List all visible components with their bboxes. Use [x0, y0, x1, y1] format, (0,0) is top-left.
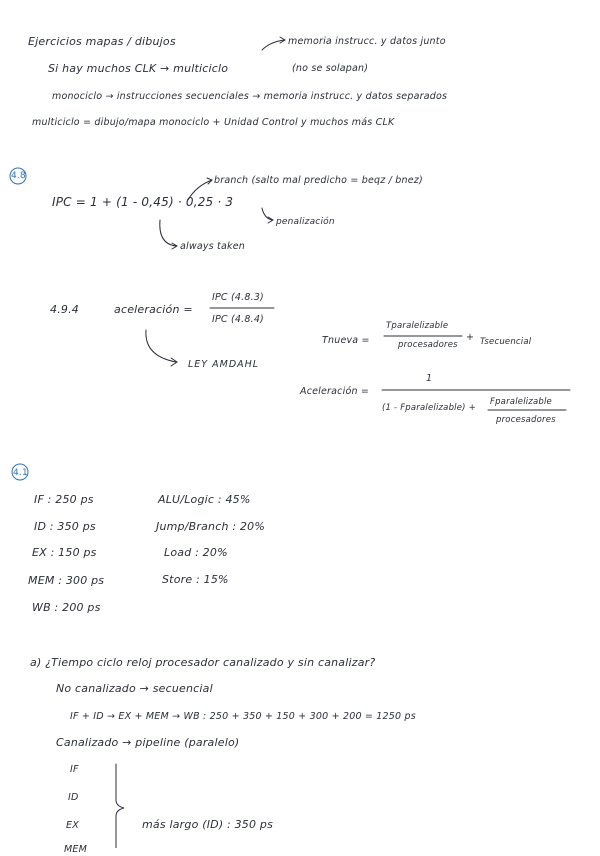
always-taken-label: always taken — [180, 241, 245, 252]
arrow-memory-note — [262, 40, 284, 50]
fparalelizable: Fparalelizable — [490, 397, 552, 407]
procesadores-2: procesadores — [496, 415, 556, 425]
ipc-numerator: IPC (4.8.3) — [212, 292, 264, 303]
pipeline-brace — [116, 764, 124, 848]
stage-id: ID : 350 ps — [34, 520, 96, 533]
ipc-formula: IPC = 1 + (1 - 0,45) · 0,25 · 3 — [52, 195, 234, 209]
intro-note-memory: memoria instrucc. y datos junto — [288, 36, 446, 47]
ipc-denominator: IPC (4.8.4) — [212, 314, 264, 325]
arrow-always-taken — [160, 220, 176, 246]
exercise-number-4-1: 4.1 — [13, 468, 28, 478]
one-minus-fpar: (1 - Fparalelizable) + — [382, 403, 476, 413]
intro-multiciclo-def: multiciclo = dibujo/mapa monociclo + Unidad Control y muchos más CLK — [32, 117, 395, 128]
stage-ex: EX : 150 ps — [32, 546, 97, 559]
numerator-one: 1 — [426, 373, 433, 384]
penalizacion-label: penalización — [276, 217, 335, 227]
aceleracion-label: aceleración = — [114, 303, 193, 316]
mix-alu: ALU/Logic : 45% — [158, 493, 251, 506]
exercise-number-4-8: 4.8 — [11, 171, 26, 181]
tnueva-label: Tnueva = — [322, 335, 370, 346]
exercise-label-4-9-4: 4.9.4 — [50, 303, 79, 316]
ley-amdahl: LEY AMDAHL — [188, 359, 260, 370]
mix-load: Load : 20% — [164, 546, 228, 559]
intro-title: Ejercicios mapas / dibujos — [28, 35, 176, 48]
tsecuencial: Tsecuencial — [480, 337, 532, 347]
mix-jump: Jump/Branch : 20% — [156, 520, 265, 533]
intro-monociclo: monociclo → instrucciones secuenciales → memoria instrucc. y datos separados — [52, 91, 448, 102]
stage-wb: WB : 200 ps — [32, 601, 101, 614]
mix-store: Store : 15% — [162, 573, 229, 586]
sequential-sum: IF + ID → EX + MEM → WB : 250 + 350 + 150 + 300 + 200 = 1250 ps — [70, 711, 416, 722]
procesadores-1: procesadores — [398, 340, 458, 350]
intro-multiciclo: Si hay muchos CLK → multiciclo — [48, 62, 229, 75]
aceleracion-amdahl: Aceleración = — [300, 386, 370, 397]
pipe-stage-ex: EX — [66, 820, 79, 831]
stage-if: IF : 250 ps — [34, 493, 94, 506]
no-canalizado: No canalizado → secuencial — [56, 682, 213, 695]
intro-no-solapan: (no se solapan) — [292, 63, 369, 74]
canalizado: Canalizado → pipeline (paralelo) — [56, 736, 240, 749]
part-a-question: a) ¿Tiempo ciclo reloj procesador canalizado y sin canalizar? — [30, 656, 376, 669]
arrow-penalizacion — [262, 208, 272, 220]
stage-mem: MEM : 300 ps — [28, 574, 105, 587]
branch-note: branch (salto mal predicho = beqz / bnez) — [214, 175, 423, 186]
mas-largo: más largo (ID) : 350 ps — [142, 818, 274, 831]
pipe-stage-id: ID — [68, 792, 79, 803]
tparalelizable: Tparalelizable — [386, 321, 449, 331]
pipe-stage-mem: MEM — [64, 844, 87, 855]
plus-sign: + — [466, 332, 475, 343]
pipe-stage-if: IF — [70, 764, 79, 775]
arrow-ley-amdahl — [146, 330, 176, 362]
